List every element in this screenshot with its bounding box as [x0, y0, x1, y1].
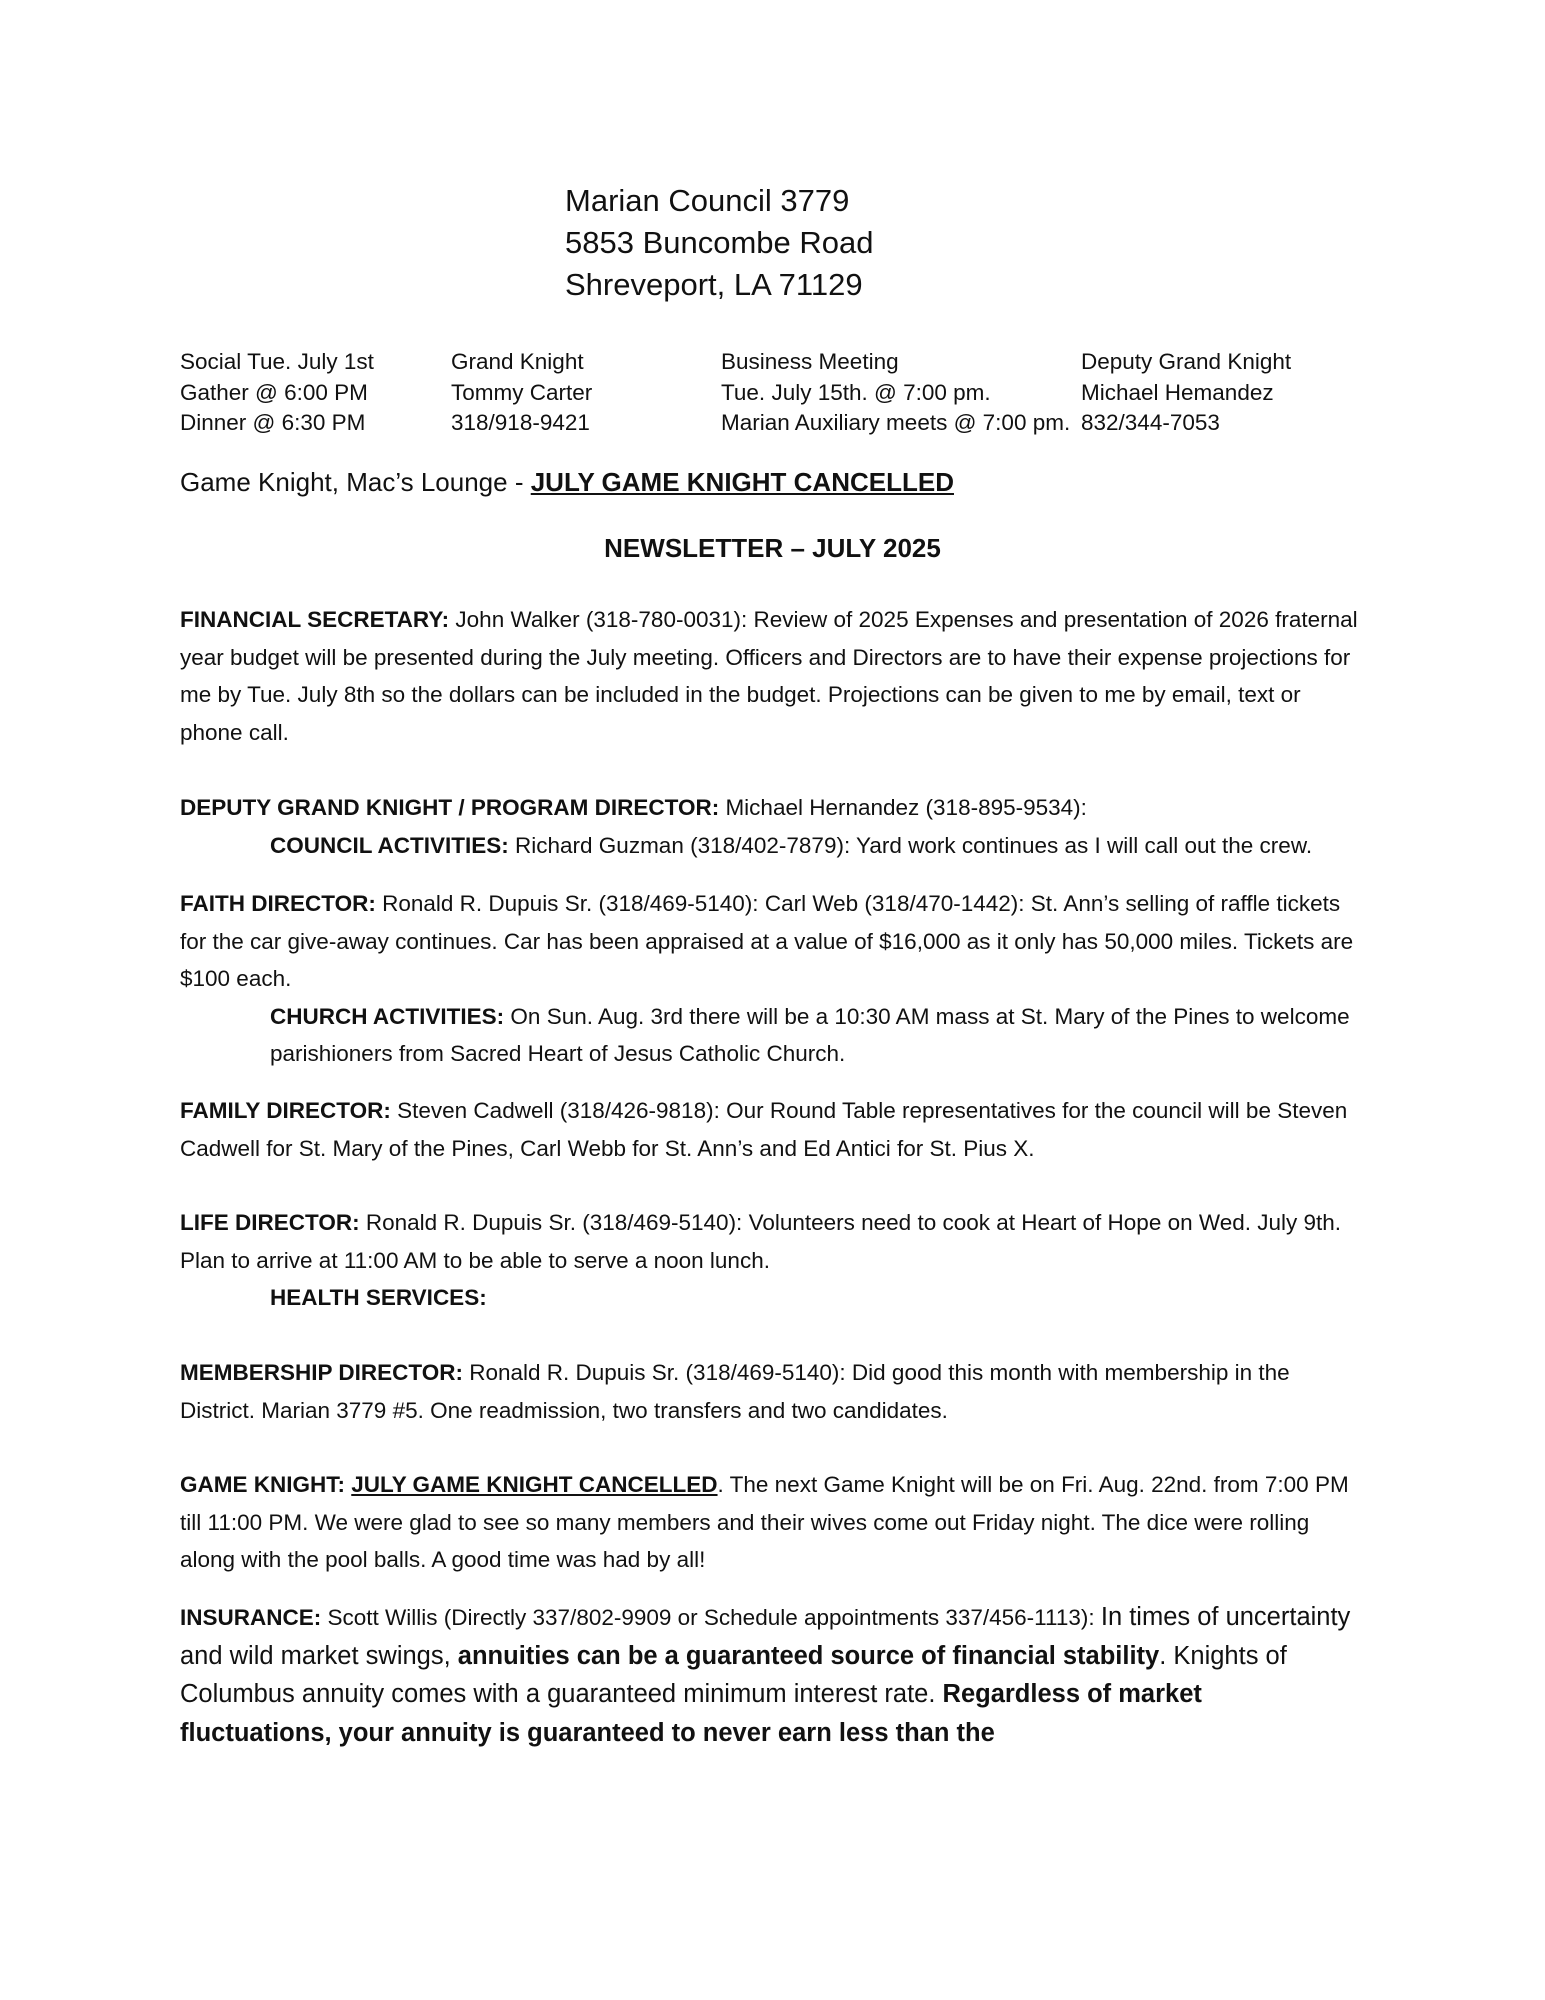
game-knight-cancelled: JULY GAME KNIGHT CANCELLED	[530, 467, 954, 497]
subsection-heading: CHURCH ACTIVITIES:	[270, 1003, 505, 1029]
section-text: Steven Cadwell (318/426-9818): Our Round Table representatives for the council will be Steven Cadwell for St. Mary of the Pines, Carl Webb for St. Ann’s and Ed Antici for St. Pius X.	[180, 1098, 1348, 1161]
subsection-heading: COUNCIL ACTIVITIES:	[270, 832, 509, 858]
section-heading: FAITH DIRECTOR:	[180, 891, 376, 916]
section-heading: DEPUTY GRAND KNIGHT / PROGRAM DIRECTOR:	[180, 795, 720, 820]
family-section	[180, 1092, 1360, 1167]
deputy-name: Michael Hemandez	[1081, 379, 1274, 405]
section-text: Michael Hernandez (318-895-9534):	[719, 795, 1087, 820]
subsection-text: On Sun. Aug. 3rd there will be a 10:30 AM mass at St. Mary of the Pines to welcome parishioners from Sacred Heart of Jesus Catholic Church.	[270, 1003, 1350, 1066]
council-header	[565, 180, 874, 306]
grand-knight-name: Tommy Carter	[451, 379, 593, 405]
council-street: 5853 Buncombe Road	[565, 225, 874, 260]
deputy-section	[180, 789, 1360, 864]
subsection-text: Richard Guzman (318/402-7879): Yard work continues as I will call out the crew.	[508, 832, 1313, 858]
section-heading: LIFE DIRECTOR:	[180, 1210, 360, 1235]
grand-knight-title: Grand Knight	[451, 349, 584, 374]
deputy-title: Deputy Grand Knight	[1081, 349, 1292, 374]
council-city: Shreveport, LA 71129	[565, 267, 863, 302]
game-knight-cancelled-text: JULY GAME KNIGHT CANCELLED	[351, 1472, 718, 1497]
section-text: Ronald R. Dupuis Sr. (318/469-5140): Did good this month with membership in the District. Marian 3779 #5. One readmission, two transfers and two candidates.	[180, 1360, 1290, 1423]
financial-section	[180, 601, 1360, 751]
business-meeting-info	[721, 347, 1070, 439]
section-heading: FINANCIAL SECRETARY:	[180, 607, 450, 632]
deputy-phone: 832/344-7053	[1081, 410, 1220, 435]
game-knight-notice	[180, 467, 954, 498]
newsletter-title: NEWSLETTER – JULY 2025	[604, 533, 941, 563]
section-text: John Walker (318-780-0031): Review of 2025 Expenses and presentation of 2026 fraternal year budget will be presented during the July meeting. Officers and Directors are to have their expense projections for me by Tue. July 8th so the dollars can be included in the budget. Projections can be given to me by email, text or phone call.	[180, 607, 1358, 745]
dinner-time: Dinner @ 6:30 PM	[180, 410, 366, 435]
business-meeting-title: Business Meeting	[721, 349, 899, 374]
social-info	[180, 347, 374, 439]
grand-knight-info	[451, 347, 592, 439]
section-heading: GAME KNIGHT:	[180, 1472, 352, 1497]
section-heading: FAMILY DIRECTOR:	[180, 1098, 391, 1123]
faith-section	[180, 885, 1360, 1073]
auxiliary-meeting: Marian Auxiliary meets @ 7:00 pm.	[721, 410, 1071, 435]
subsection-heading: HEALTH SERVICES:	[270, 1285, 487, 1310]
section-heading: INSURANCE:	[180, 1605, 322, 1630]
business-meeting-date: Tue. July 15th. @ 7:00 pm.	[721, 379, 991, 405]
membership-section	[180, 1354, 1360, 1429]
section-text: Scott Willis (Directly 337/802-9909 or Schedule appointments 337/456-1113):	[321, 1605, 1101, 1630]
council-name: Marian Council 3779	[565, 183, 850, 218]
insurance-bold-text: annuities can be a guaranteed source of financial stability	[457, 1641, 1160, 1670]
insurance-bold-text: Regardless of market fluctuations, your annuity is guaranteed to never earn less than the	[180, 1680, 1202, 1747]
life-section	[180, 1204, 1360, 1317]
insurance-text: In times of uncertainty and wild market swings,	[180, 1603, 1351, 1670]
social-date: Social Tue. July 1st	[180, 349, 374, 374]
section-text: Ronald R. Dupuis Sr. (318/469-5140): Carl Web (318/470-1442): St. Ann’s selling of raffle tickets for the car give-away continues. Car has been appraised at a value of $16,000 as it only has 50,000 miles. Tickets are $100 each.	[180, 891, 1354, 991]
insurance-text: . Knights of Columbus annuity comes with a guaranteed minimum interest rate.	[180, 1641, 1287, 1708]
deputy-grand-knight-info	[1081, 347, 1291, 439]
game-knight-location: Game Knight, Mac’s Lounge -	[180, 467, 531, 497]
insurance-section	[180, 1598, 1360, 1752]
game-knight-section	[180, 1466, 1360, 1579]
grand-knight-phone: 318/918-9421	[451, 410, 590, 435]
section-text: . The next Game Knight will be on Fri. Aug. 22nd. from 7:00 PM till 11:00 PM. We were glad to see so many members and their wives come out Friday night. The dice were rolling along with the pool balls. A good time was had by all!	[180, 1472, 1349, 1572]
gather-time: Gather @ 6:00 PM	[180, 379, 368, 405]
section-heading: MEMBERSHIP DIRECTOR:	[180, 1360, 463, 1385]
section-text: Ronald R. Dupuis Sr. (318/469-5140): Volunteers need to cook at Heart of Hope on Wed. July 9th. Plan to arrive at 11:00 AM to be able to serve a noon lunch.	[180, 1210, 1342, 1273]
